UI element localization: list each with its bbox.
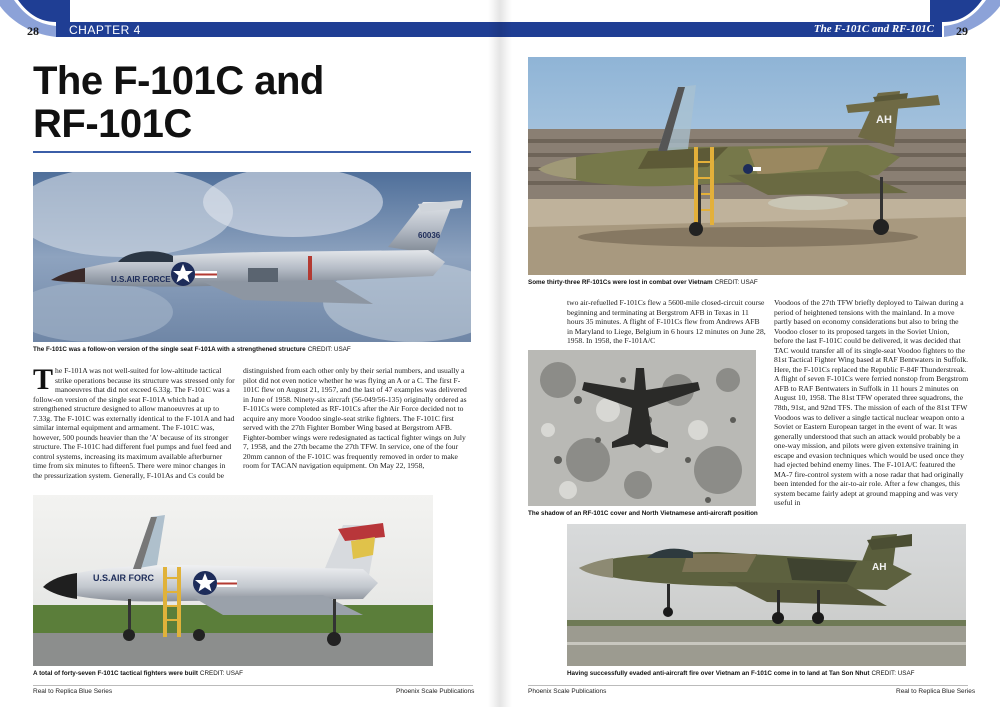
body-text-col1: he F-101A was not well-suited for low-altitude tactical strike operations because its structure was stressed only for manoeuvres that did not exceed 6.33g. The F-101C was a follow-on version of the single seat F-101A which had a strengthened structure designed to allow manoeuvres at up to 7.33g. The F-101C was externally identical to the F-101A and had similar internal equipment and armament. The F-101C was, however, 500 pounds heavier than the 'A' because of its stronger structure. The F-101C had different fuel pumps and fuel feed and control systems, increasing its maximum available afterburner time from six minutes to fifteen5. There were minor changes in the pressurization system. Generally, F-101As and Cs could be — [33, 366, 235, 481]
page-title — [33, 60, 473, 146]
photo-r1-credit: CREDIT: USAF — [714, 279, 758, 286]
body-text-column-3 — [567, 298, 767, 346]
page-number-left: 28 — [27, 24, 39, 38]
body-text-column-1 — [33, 366, 235, 488]
footer-publisher-left: Phoenix Scale Publications — [396, 688, 475, 695]
title-line-1: The F-101C and — [33, 59, 324, 103]
footer-rule-right — [528, 685, 968, 686]
photo-f101c-on-ground — [33, 495, 433, 666]
photo-r2-caption-text: The shadow of an RF-101C cover and North Vietnamese anti-aircraft position — [528, 510, 758, 517]
photo-recon-shadow — [528, 350, 756, 506]
photo2-caption — [33, 670, 243, 677]
title-rule — [33, 151, 471, 153]
photo-r1-caption-text: Some thirty-three RF-101Cs were lost in combat over Vietnam — [528, 279, 713, 286]
footer-series-right: Real to Replica Blue Series — [896, 688, 976, 695]
photo-f101c-in-flight — [33, 172, 471, 342]
body-text-col4: Voodoos of the 27th TFW briefly deployed to Taiwan during a period of heightened tensions with the mainland. In a move partly based on economy considerations but also to bring the Voodoo closer to its proposed targets in the Soviet Union, before the last F-101C could be delivered, it was decided that TAC would transfer all of its single-seat Voodoo fighters to the 81st Tactical Fighter Wing based at RAF Bentwaters in Suffolk. Here, the F-101Cs replaced the Republic F-84F Thunderstreak. A flight of seven F-101Cs were ferried nonstop from Bergstrom AFB to RAF Bentwaters in Suffolk in 11 hours 2 minutes on August 10, 1958. The 81st TFW operated three squadrons, the 78th, 91st, and 92nd TFS. The mission of each of the 81st TFW Voodoos was to deliver a single tactical nuclear weapon onto a Soviet or Eastern European target in the event of war. It was generally understood that such an attack would probably be a one-way mission, and pilots were given extensive training in escape and evasion techniques which would be used once they had ejected behind enemy lines. The F-101A/C featured the MA-7 fire-control system with a nose radar that had originally been intended for the air-to-air role. After a few changes, this system became fairly adept at ground mapping and was very useful in — [774, 298, 969, 508]
photo2-fuselage-marking: U.S.AIR FORC — [93, 573, 155, 583]
photo2-credit: CREDIT: USAF — [199, 670, 243, 677]
body-text-column-4 — [774, 298, 970, 518]
photo1-caption — [33, 346, 351, 353]
photo1-tail-serial: 60036 — [418, 231, 441, 240]
body-text-col2: distinguished from each other only by their serial numbers, and usually a pilot did not even notice whether he was flying an A or a C. The first F-101C flew on August 21, 1957, and the last of 47 examples was delivered in June of 1958. Ninety-six aircraft (56-049/56-135) originally ordered as F-101Cs were completed as RF-101Cs after the Air Force decided not to acquire any more Voodoo single-seat strike fighters. The F-101C first served with the 27th Fighter Bomber Wing based at Bergstrom AFB. Fighter-bomber wings were redesignated as tactical fighter wings on July 7, 1958, and the 27th became the 27th TFW. In service, one of the four 20mm cannon of the F-101C was frequently removed in order to make room for TACAN navigation equipment. On May 22, 1958, — [243, 366, 467, 471]
body-text-col3: two air-refuelled F-101Cs flew a 5600-mile closed-circuit course beginning and terminating at Bergstrom AFB in Texas in 11 hours 35 minutes. A flight of F-101Cs flew from Andrews AFB in Maryland to Liege, Belgium in 6 hours 12 minutes on June 28, 1958. In 1958, the F-101A/C — [567, 298, 766, 346]
photo-r2-caption — [528, 510, 758, 517]
photo1-credit: CREDIT: USAF — [307, 346, 351, 353]
photo-r3-caption-text: Having successfully evaded anti-aircraft fire over Vietnam an F-101C come in to land at Tan Son Nhut — [567, 670, 870, 677]
page-number-right: 29 — [956, 24, 968, 38]
photo2-caption-text: A total of forty-seven F-101C tactical fighters were built — [33, 670, 198, 677]
photo-r3-tail-code: AH — [872, 562, 887, 573]
photo-r3-credit: CREDIT: USAF — [871, 670, 915, 677]
photo-r1-tail-code: AH — [876, 114, 892, 126]
chapter-label: CHAPTER 4 — [69, 23, 141, 37]
footer-publisher-right: Phoenix Scale Publications — [528, 688, 607, 695]
right-page — [500, 0, 1000, 707]
body-text-column-2 — [243, 366, 472, 488]
photo-f101c-landing — [567, 524, 966, 666]
title-line-2: RF-101C — [33, 102, 192, 146]
photo1-caption-text: The F-101C was a follow-on version of the single seat F-101A with a strengthened structure — [33, 346, 306, 353]
photo-r1-caption — [528, 279, 758, 286]
running-title: The F-101C and RF-101C — [813, 23, 934, 35]
footer-rule-left — [33, 685, 473, 686]
photo-rf101c-parked — [528, 57, 966, 275]
photo1-fuselage-marking: U.S.AIR FORCE — [111, 275, 171, 284]
photo-r3-caption — [567, 670, 915, 677]
dropcap: T — [33, 366, 54, 396]
footer-series-left: Real to Replica Blue Series — [33, 688, 113, 695]
